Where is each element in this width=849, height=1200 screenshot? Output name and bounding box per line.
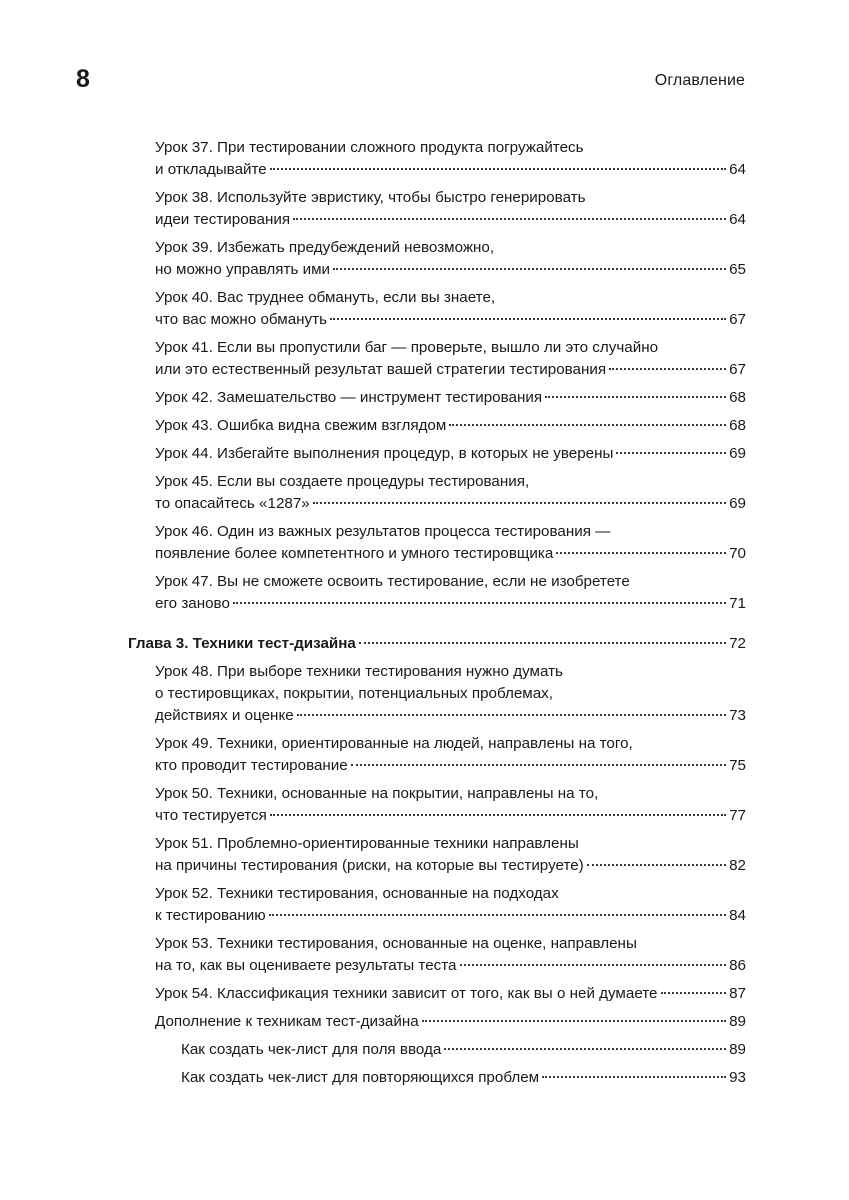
toc-entry bbox=[155, 137, 746, 181]
dot-leader bbox=[233, 602, 726, 604]
toc-entry-title-line: Урок 40. Вас труднее обмануть, если вы знаете, bbox=[155, 289, 496, 306]
toc-page-number: 89 bbox=[729, 1013, 746, 1030]
toc-page-number: 77 bbox=[729, 807, 746, 824]
toc-entry-title-line: Урок 46. Один из важных результатов процесса тестирования — bbox=[155, 523, 611, 540]
dot-leader bbox=[293, 218, 726, 220]
toc-entry-title-line: Урок 48. При выборе техники тестирования нужно думать bbox=[155, 663, 563, 680]
toc-entry bbox=[155, 1011, 746, 1033]
toc-entry-title-line: Глава 3. Техники тест-дизайна bbox=[128, 635, 356, 652]
toc-entry-title-line: действиях и оценке bbox=[155, 707, 294, 724]
toc-page-number: 84 bbox=[729, 907, 746, 924]
toc-entry bbox=[155, 471, 746, 515]
toc-entry-title-line: Урок 54. Классификация техники зависит от того, как вы о ней думаете bbox=[155, 985, 658, 1002]
toc-page-number: 93 bbox=[729, 1069, 746, 1086]
dot-leader bbox=[616, 452, 726, 454]
toc-entry bbox=[155, 571, 746, 615]
dot-leader bbox=[270, 168, 726, 170]
toc-entry bbox=[155, 387, 746, 409]
toc-entry-title-line: Урок 53. Техники тестирования, основанные на оценке, направлены bbox=[155, 935, 637, 952]
toc-entry-title-line: Урок 51. Проблемно-ориентированные техники направлены bbox=[155, 835, 579, 852]
toc-entry-title-line: или это естественный результат вашей стратегии тестирования bbox=[155, 361, 607, 378]
dot-leader bbox=[333, 268, 726, 270]
dot-leader bbox=[444, 1048, 726, 1050]
dot-leader bbox=[449, 424, 726, 426]
toc-entry-title-line: Как создать чек-лист для поля ввода bbox=[181, 1041, 442, 1058]
table-of-contents bbox=[128, 137, 746, 1089]
toc-page-number: 71 bbox=[729, 595, 746, 612]
toc-entry-title-line: на то, как вы оцениваете результаты теста bbox=[155, 957, 457, 974]
toc-entry bbox=[155, 521, 746, 565]
toc-entry-title-line: что тестируется bbox=[155, 807, 267, 824]
toc-page-number: 65 bbox=[729, 261, 746, 278]
dot-leader bbox=[460, 964, 727, 966]
toc-entry-title-line: но можно управлять ими bbox=[155, 261, 330, 278]
toc-entry-title-line: Урок 50. Техники, основанные на покрытии, направлены на то, bbox=[155, 785, 599, 802]
toc-entry bbox=[155, 833, 746, 877]
dot-leader bbox=[556, 552, 726, 554]
toc-entry bbox=[155, 733, 746, 777]
toc-entry bbox=[155, 983, 746, 1005]
dot-leader bbox=[270, 814, 726, 816]
toc-entry-title-line: на причины тестирования (риски, на которые вы тестируете) bbox=[155, 857, 584, 874]
toc-entry-title-line: что вас можно обмануть bbox=[155, 311, 328, 328]
toc-entry-title-line: Урок 37. При тестировании сложного продукта погружайтесь bbox=[155, 139, 584, 156]
toc-entry-title-line: его заново bbox=[155, 595, 230, 612]
toc-page-number: 68 bbox=[729, 389, 746, 406]
dot-leader bbox=[297, 714, 726, 716]
toc-entry-title-line: Урок 49. Техники, ориентированные на людей, направлены на того, bbox=[155, 735, 633, 752]
toc-entry-title-line: появление более компетентного и умного тестировщика bbox=[155, 545, 554, 562]
dot-leader bbox=[422, 1020, 726, 1022]
toc-chapter-entry bbox=[128, 633, 746, 655]
running-head: Оглавление bbox=[654, 72, 745, 89]
toc-entry-title-line: Урок 41. Если вы пропустили баг — проверьте, вышло ли это случайно bbox=[155, 339, 659, 356]
toc-entry-title-line: Урок 44. Избегайте выполнения процедур, в которых не уверены bbox=[155, 445, 614, 462]
toc-page-number: 87 bbox=[729, 985, 746, 1002]
toc-entry bbox=[155, 443, 746, 465]
toc-entry-title-line: Урок 43. Ошибка видна свежим взглядом bbox=[155, 417, 447, 434]
toc-page-number: 67 bbox=[729, 311, 746, 328]
dot-leader bbox=[661, 992, 727, 994]
toc-entry-title-line: Урок 47. Вы не сможете освоить тестирование, если не изобретете bbox=[155, 573, 630, 590]
toc-entry-title-line: кто проводит тестирование bbox=[155, 757, 348, 774]
toc-entry-title-line: о тестировщиках, покрытии, потенциальных проблемах, bbox=[155, 685, 553, 702]
toc-entry bbox=[155, 415, 746, 437]
toc-entry-title-line: Дополнение к техникам тест-дизайна bbox=[155, 1013, 419, 1030]
toc-page-number: 75 bbox=[729, 757, 746, 774]
toc-page-number: 67 bbox=[729, 361, 746, 378]
toc-entry-title-line: Урок 45. Если вы создаете процедуры тестирования, bbox=[155, 473, 530, 490]
dot-leader bbox=[351, 764, 726, 766]
toc-entry bbox=[155, 933, 746, 977]
dot-leader bbox=[587, 864, 726, 866]
toc-page-number: 64 bbox=[729, 211, 746, 228]
toc-page-number: 68 bbox=[729, 417, 746, 434]
toc-page-number: 72 bbox=[729, 635, 746, 652]
toc-entry bbox=[181, 1067, 746, 1089]
toc-page-number: 86 bbox=[729, 957, 746, 974]
toc-entry bbox=[155, 883, 746, 927]
dot-leader bbox=[542, 1076, 726, 1078]
toc-entry bbox=[155, 337, 746, 381]
toc-entry-title-line: то опасайтесь «1287» bbox=[155, 495, 310, 512]
toc-entry bbox=[155, 783, 746, 827]
toc-entry-title-line: Урок 38. Используйте эвристику, чтобы быстро генерировать bbox=[155, 189, 586, 206]
dot-leader bbox=[609, 368, 726, 370]
toc-entry bbox=[155, 187, 746, 231]
dot-leader bbox=[359, 642, 726, 644]
dot-leader bbox=[269, 914, 726, 916]
toc-entry bbox=[155, 287, 746, 331]
toc-entry bbox=[155, 661, 746, 727]
toc-entry bbox=[181, 1039, 746, 1061]
toc-page-number: 64 bbox=[729, 161, 746, 178]
page-number: 8 bbox=[76, 65, 90, 93]
toc-page-number: 69 bbox=[729, 495, 746, 512]
toc-page-number: 73 bbox=[729, 707, 746, 724]
toc-page-number: 82 bbox=[729, 857, 746, 874]
dot-leader bbox=[545, 396, 726, 398]
toc-entry-title-line: к тестированию bbox=[155, 907, 266, 924]
toc-entry-title-line: Как создать чек-лист для повторяющихся проблем bbox=[181, 1069, 540, 1086]
dot-leader bbox=[313, 502, 726, 504]
toc-entry-title-line: и откладывайте bbox=[155, 161, 267, 178]
toc-entry-title-line: Урок 52. Техники тестирования, основанные на подходах bbox=[155, 885, 559, 902]
dot-leader bbox=[330, 318, 726, 320]
toc-entry-title-line: Урок 42. Замешательство — инструмент тестирования bbox=[155, 389, 543, 406]
toc-entry-title-line: идеи тестирования bbox=[155, 211, 291, 228]
toc-page-number: 89 bbox=[729, 1041, 746, 1058]
toc-page-number: 70 bbox=[729, 545, 746, 562]
toc-entry bbox=[155, 237, 746, 281]
toc-entry-title-line: Урок 39. Избежать предубеждений невозможно, bbox=[155, 239, 495, 256]
toc-page-number: 69 bbox=[729, 445, 746, 462]
